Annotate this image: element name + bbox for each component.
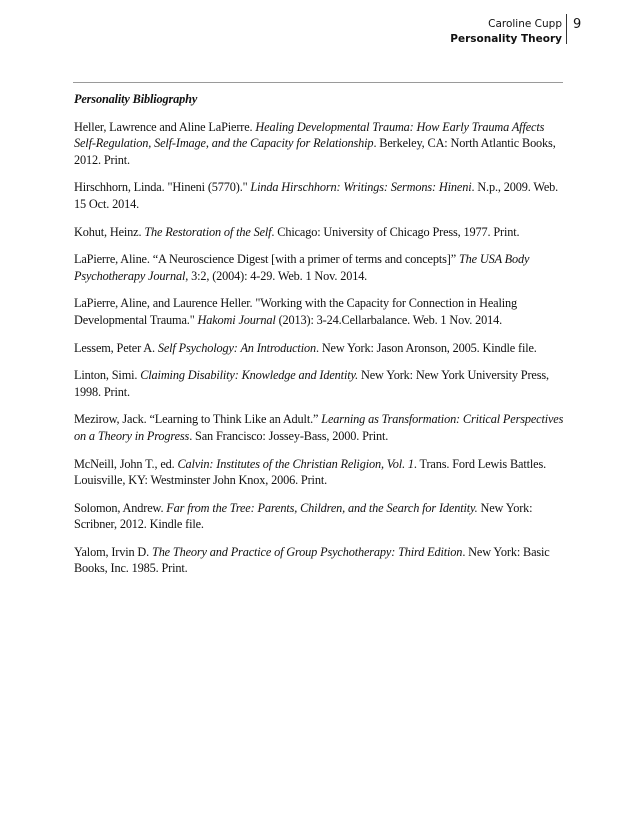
- entry-italic-title: Calvin: Institutes of the Christian Religion, Vol. 1: [177, 456, 414, 471]
- entry-text: . Berkeley, CA: North Atlantic Books, 2012. Print.: [74, 136, 556, 167]
- entry-text: Kohut, Heinz.: [74, 224, 145, 239]
- header-course-title: Personality Theory: [450, 33, 562, 45]
- entry-text: . Trans. Ford Lewis Battles. Louisville, KY: Westminster John Knox, 2006. Print.: [74, 456, 547, 488]
- entry-italic-title: The USA Body Psychotherapy Journal: [74, 252, 530, 283]
- entry-italic-title: The Restoration of the Self: [144, 224, 272, 239]
- bibliography-entry: [74, 179, 566, 212]
- entry-text: New York: Scribner, 2012. Kindle file.: [74, 500, 533, 532]
- entry-text: Lessem, Peter A.: [74, 340, 158, 355]
- entry-text: (2013): 3-24.Cellarbalance. Web. 1 Nov. 2014.: [275, 312, 503, 327]
- bibliography-entry: [74, 340, 566, 357]
- document-body: [74, 91, 566, 588]
- entry-text: LaPierre, Aline. “A Neuroscience Digest [with a primer of terms and concepts]”: [74, 252, 459, 267]
- page-number: 9: [573, 17, 582, 32]
- header-rule: [73, 82, 563, 83]
- document-title: Personality Bibliography: [74, 92, 198, 106]
- bibliography-entry: [74, 500, 566, 533]
- entry-text: . N.p., 2009. Web. 15 Oct. 2014.: [74, 180, 559, 211]
- entry-italic-title: Hakomi Journal: [197, 312, 276, 327]
- entry-text: McNeill, John T., ed.: [74, 456, 178, 471]
- entry-text: . New York: Jason Aronson, 2005. Kindle file.: [315, 340, 537, 355]
- entry-italic-title: The Theory and Practice of Group Psychotherapy: Third Edition: [152, 544, 463, 559]
- entry-text: Yalom, Irvin D.: [74, 544, 152, 559]
- entry-italic-title: Far from the Tree: Parents, Children, and the Search for Identity.: [166, 500, 478, 515]
- entry-text: Hirschhorn, Linda. "Hineni (5770).": [74, 180, 251, 195]
- bibliography-entry: [74, 456, 566, 489]
- bibliography-entry: [74, 544, 566, 577]
- header-divider: [566, 14, 567, 44]
- entry-text: LaPierre, Aline, and Laurence Heller. "Working with the Capacity for Connection in Healing Developmental Trauma.": [74, 296, 517, 327]
- entry-text: Mezirow, Jack. “Learning to Think Like an Adult.”: [74, 412, 322, 427]
- entry-italic-title: Learning as Transformation: Critical Perspectives on a Theory in Progress: [74, 412, 564, 443]
- entry-text: . San Francisco: Jossey-Bass, 2000. Print.: [189, 428, 389, 443]
- entry-italic-title: Linda Hirschhorn: Writings: Sermons: Hineni: [250, 180, 472, 195]
- entry-text: Heller, Lawrence and Aline LaPierre.: [74, 119, 256, 134]
- bibliography-entry: [74, 411, 566, 444]
- entry-text: New York: New York University Press, 1998. Print.: [74, 368, 549, 399]
- entry-text: Solomon, Andrew.: [74, 500, 167, 515]
- entry-text: . Chicago: University of Chicago Press, 1977. Print.: [271, 224, 520, 239]
- bibliography-entry: [74, 295, 566, 328]
- entry-text: , 3:2, (2004): 4-29. Web. 1 Nov. 2014.: [185, 268, 368, 283]
- bibliography-entry: [74, 224, 566, 241]
- entry-text: Linton, Simi.: [74, 368, 141, 383]
- entry-text: . New York: Basic Books, Inc. 1985. Print.: [74, 544, 550, 576]
- bibliography-entry: [74, 367, 566, 400]
- entry-italic-title: Claiming Disability: Knowledge and Identity.: [140, 368, 359, 383]
- bibliography-entry: [74, 119, 566, 169]
- entry-italic-title: Self Psychology: An Introduction: [157, 340, 316, 355]
- header-author: Caroline Cupp: [488, 18, 562, 30]
- entry-italic-title: Healing Developmental Trauma: How Early Trauma Affects Self-Regulation, Self-Image, and the Capacity for Relationship: [74, 119, 545, 151]
- bibliography-entry: [74, 251, 566, 284]
